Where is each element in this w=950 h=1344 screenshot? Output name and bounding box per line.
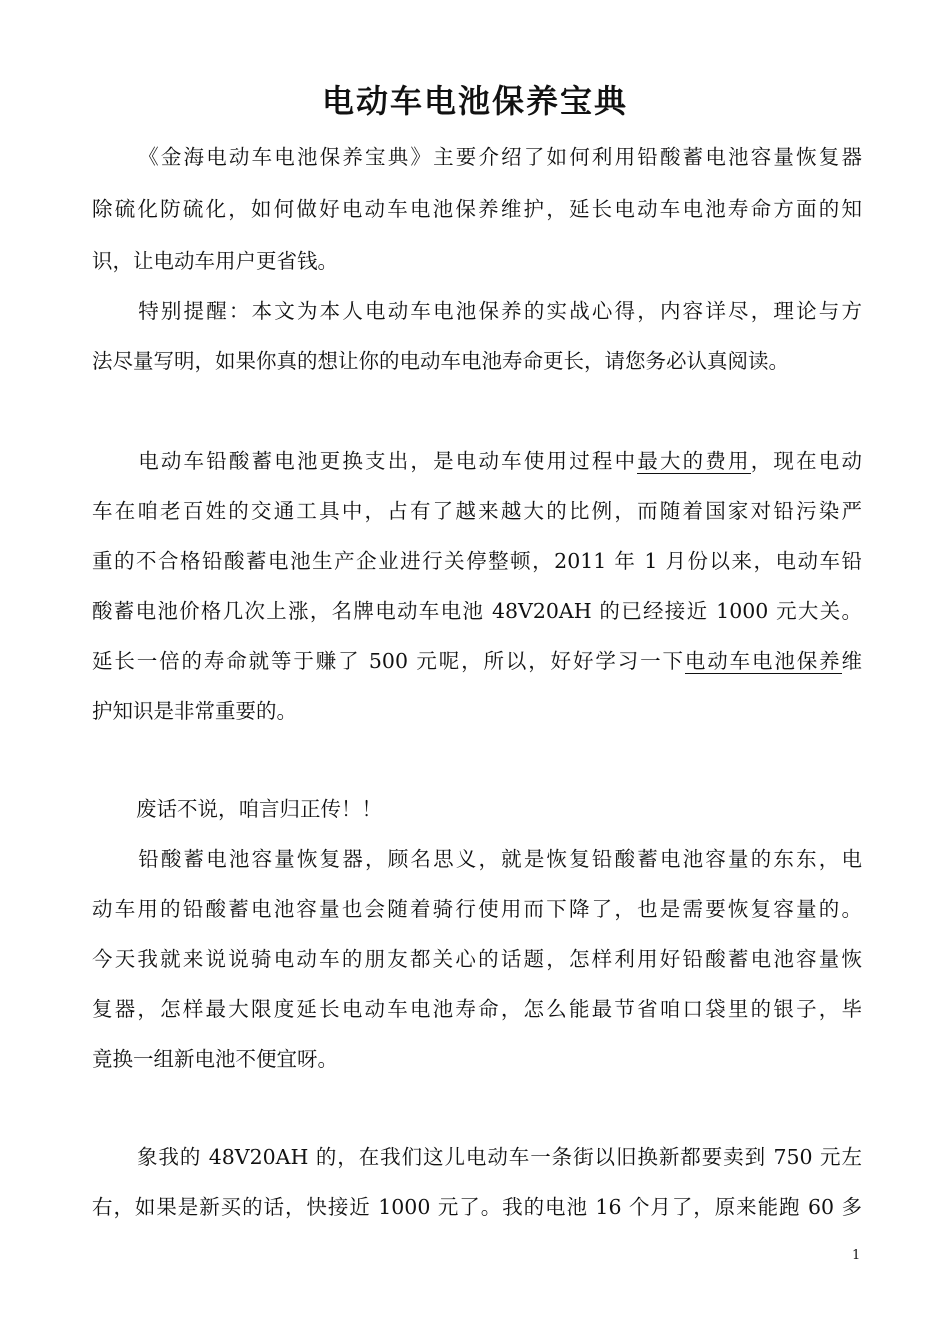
paragraph-3-line-3 <box>92 546 862 576</box>
paragraph-6-line-2 <box>92 1192 862 1222</box>
paragraph-3-text-1c: ，现在电动 <box>750 449 862 473</box>
paragraph-5-line-1 <box>92 844 862 874</box>
paragraph-3-text-1a: 电动车铅酸蓄电池更换支出，是电动车使用过程中 <box>136 449 638 473</box>
paragraph-3-text-5a: 延长一倍的寿命就等于赚了 500 元呢，所以，好好学习一下 <box>92 649 685 673</box>
paragraph-1-line-2 <box>92 194 862 224</box>
paragraph-2-text-2: 法尽量写明，如果你真的想让你的电动车电池寿命更长，请您务必认真阅读。 <box>92 349 789 373</box>
paragraph-6-text-2: 右，如果是新买的话，快接近 1000 元了。我的电池 16 个月了，原来能跑 60 多 <box>92 1195 862 1219</box>
paragraph-1-line-3 <box>92 246 862 276</box>
paragraph-3-text-2: 车在咱老百姓的交通工具中，占有了越来越大的比例，而随着国家对铅污染严 <box>92 499 862 523</box>
paragraph-1-text-1: 《金海电动车电池保养宝典》主要介绍了如何利用铅酸蓄电池容量恢复器 <box>136 145 862 169</box>
paragraph-3-line-6 <box>92 696 862 726</box>
paragraph-5-line-4 <box>92 994 862 1024</box>
paragraph-4-text-1: 废话不说，咱言归正传！！ <box>136 797 382 821</box>
paragraph-5-text-4: 复器，怎样最大限度延长电动车电池寿命，怎么能最节省咱口袋里的银子，毕 <box>92 997 862 1021</box>
paragraph-3-line-2 <box>92 496 862 526</box>
paragraph-5-text-1: 铅酸蓄电池容量恢复器，顾名思义，就是恢复铅酸蓄电池容量的东东，电 <box>136 847 862 871</box>
paragraph-3-line-4 <box>92 596 862 626</box>
paragraph-3-text-4: 酸蓄电池价格几次上涨，名牌电动车电池 48V20AH 的已经接近 1000 元大关。 <box>92 599 862 623</box>
page-number: 1 <box>852 1248 861 1263</box>
paragraph-3-text-3: 重的不合格铅酸蓄电池生产企业进行关停整顿，2011 年 1 月份以来，电动车铅 <box>92 549 862 573</box>
paragraph-2-line-2 <box>92 346 862 376</box>
paragraph-6-line-1 <box>92 1142 862 1172</box>
paragraph-6-text-1: 象我的 48V20AH 的，在我们这儿电动车一条街以旧换新都要卖到 750 元左 <box>136 1145 862 1169</box>
document-title: 电动车电池保养宝典 <box>321 82 628 120</box>
paragraph-1-text-2: 除硫化防硫化，如何做好电动车电池保养维护，延长电动车电池寿命方面的知 <box>92 197 862 221</box>
paragraph-3-text-5c: 维 <box>841 649 862 673</box>
paragraph-5-text-5: 竟换一组新电池不便宜呀。 <box>92 1047 338 1071</box>
paragraph-3-text-6: 护知识是非常重要的。 <box>92 699 297 723</box>
paragraph-2-line-1 <box>92 296 862 326</box>
paragraph-1-line-1 <box>92 142 862 172</box>
paragraph-2-text-1: 特别提醒：本文为本人电动车电池保养的实战心得，内容详尽，理论与方 <box>136 299 862 323</box>
paragraph-5-text-2: 动车用的铅酸蓄电池容量也会随着骑行使用而下降了，也是需要恢复容量的。 <box>92 897 862 921</box>
paragraph-3-line-5 <box>92 646 862 676</box>
paragraph-5-text-3: 今天我就来说说骑电动车的朋友都关心的话题，怎样利用好铅酸蓄电池容量恢 <box>92 947 862 971</box>
paragraph-1-text-3: 识，让电动车用户更省钱。 <box>92 249 338 273</box>
paragraph-5-line-3 <box>92 944 862 974</box>
paragraph-4-line-1 <box>92 794 862 824</box>
paragraph-5-line-2 <box>92 894 862 924</box>
underlined-phrase-battery-maintenance: 电动车电池保养 <box>684 649 842 673</box>
underlined-phrase-biggest-cost: 最大的费用 <box>637 449 751 473</box>
paragraph-3-line-1 <box>92 446 862 476</box>
paragraph-5-line-5 <box>92 1044 862 1074</box>
